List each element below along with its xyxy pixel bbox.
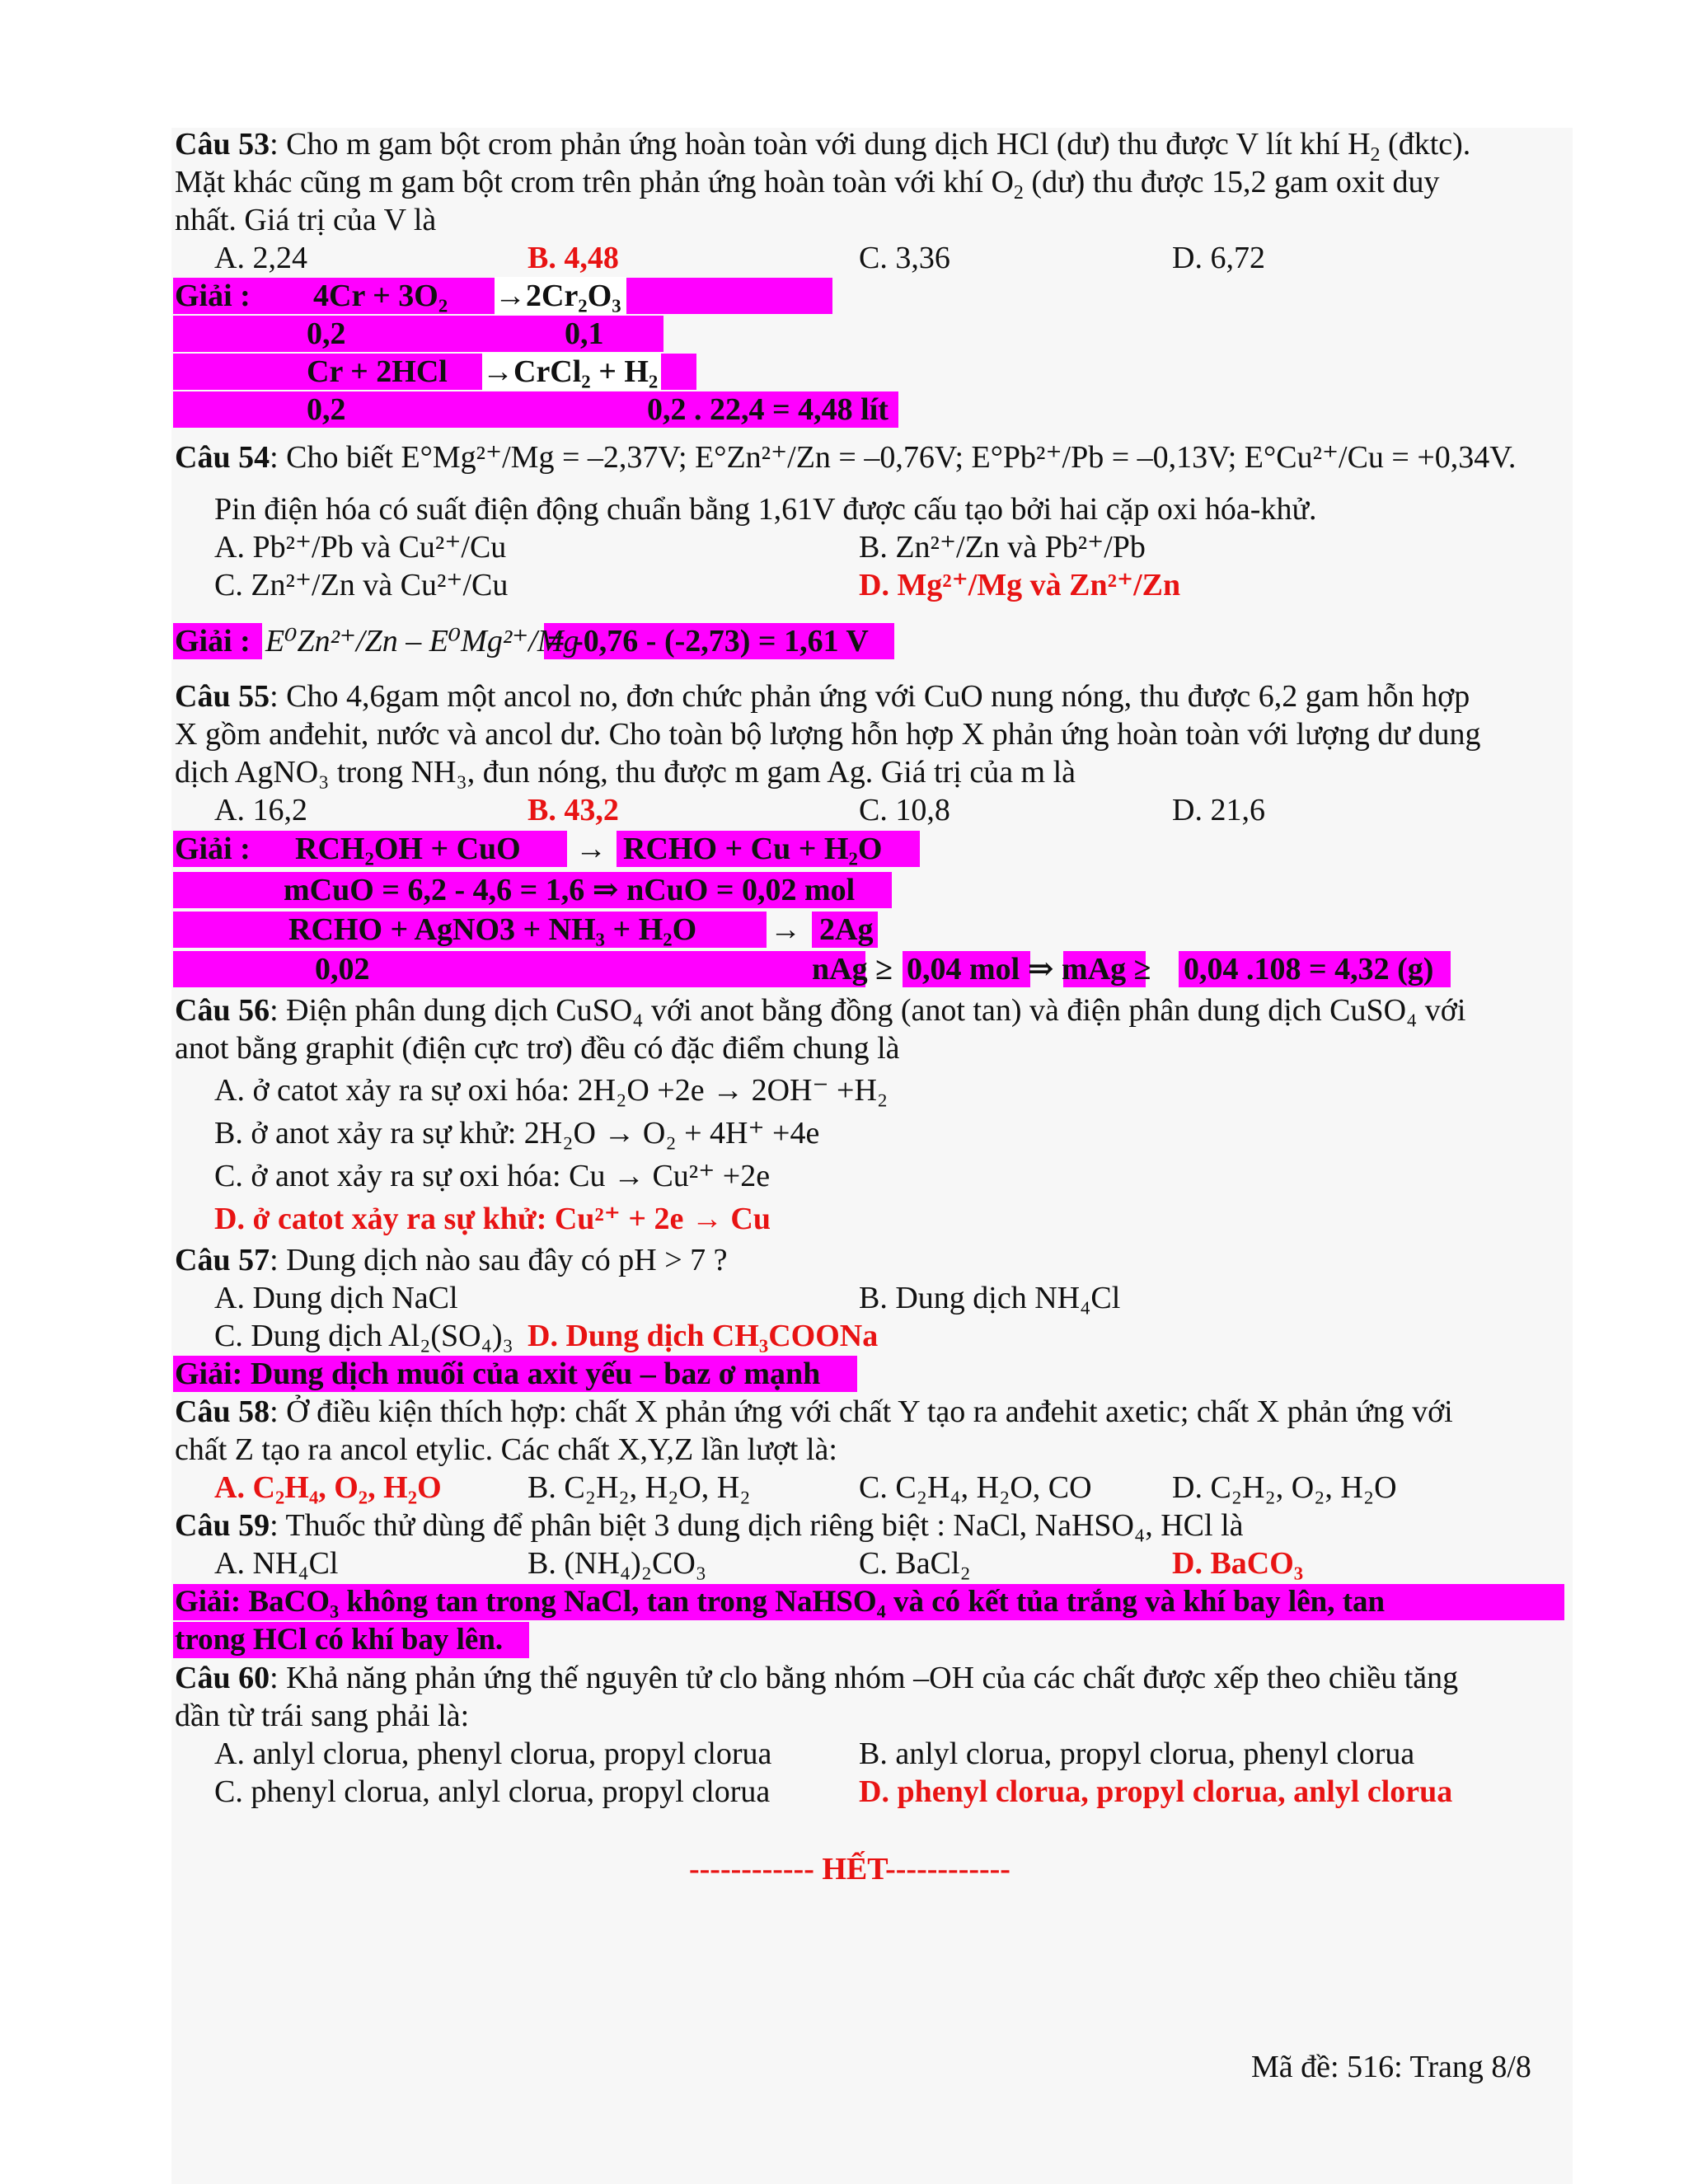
q55-option-b: B. 43,2 [528,793,619,827]
q60-line1 [175,1659,1458,1697]
q60-option-a: A. anlyl clorua, phenyl clorua, propyl clorua [214,1736,772,1771]
q54-text1: : Cho biết E°Mg²⁺/Mg = –2,37V; E°Zn²⁺/Zn = –0,76V; E°Pb²⁺/Pb = –0,13V; E°Cu²⁺/Cu = +0,34V. [270,440,1517,475]
q53-line2 [175,163,1440,204]
q60-line2: dần từ trái sang phải là: [175,1699,470,1733]
q53-solution-mol2: 0,1 [565,316,604,351]
q57-option-c: C. Dung dịch Al₂(SO₄)₃ [214,1319,513,1353]
q58-label: Câu 58 [175,1394,270,1429]
q56-option-d: D. ở catot xảy ra sự khử: Cu²⁺ + 2e → Cu [214,1202,771,1236]
q55-solution-nag: nAg ≥ [812,952,893,987]
q55-solution-eq1-right: RCHO + Cu + H₂O [623,832,883,866]
q55-solution-eq1-arrow: → [575,832,607,866]
end-mark: ------------ HẾT------------ [689,1852,1010,1886]
q53-solution-label: Giải : [175,279,251,313]
q59-solution-line1: Giải: BaCO₃ không tan trong NaCl, tan trong NaHSO₄ và có kết tủa trắng và khí bay lên, tan [175,1585,1386,1619]
q60-option-b: B. anlyl clorua, propyl clorua, phenyl clorua [859,1736,1415,1771]
q55-solution-mcuo: mCuO = 6,2 - 4,6 = 1,6 ⇒ nCuO = 0,02 mol [284,873,856,907]
q53-option-b: B. 4,48 [528,241,619,275]
q55-solution-result: 0,04 .108 = 4,32 (g) [1184,952,1434,987]
q55-option-c: C. 10,8 [859,793,950,827]
q58-option-a: A. C₂H₄, O₂, H₂O [214,1470,442,1505]
q54-solution-label: Giải : [175,624,251,658]
q58-line1 [175,1393,1453,1431]
q53-solution-eq2-left: Cr + 2HCl [307,354,448,389]
q53-solution-eq1-right: →2Cr₂O₃ [495,277,626,315]
q59-option-d: D. BaCO₃ [1172,1546,1304,1581]
q57-solution: Giải: Dung dịch muối của axit yếu – baz ơ mạnh [175,1357,821,1391]
q59-option-a: A. NH₄Cl [214,1546,339,1581]
q59-solution-line2: trong HCl có khí bay lên. [175,1623,504,1657]
q56-line2: anot bằng graphit (điện cực trơ) đều có đặc điểm chung là [175,1031,900,1066]
q54-line2: Pin điện hóa có suất điện động chuẩn bằng 1,61V được cấu tạo bởi hai cặp oxi hóa-khử. [214,492,1317,527]
q55-solution-eq2-right: 2Ag [819,912,874,947]
q53-line1 [175,125,1471,166]
q54-option-a: A. Pb²⁺/Pb và Cu²⁺/Cu [214,530,507,565]
q53-sub2: 2 [1013,182,1024,204]
q53-label: Câu 53 [175,127,270,162]
q53-solution-eq2-right: →CrCl₂ + H₂ [482,353,661,391]
q55-label: Câu 55 [175,679,270,714]
q58-option-d: D. C₂H₂, O₂, H₂O [1172,1470,1397,1505]
q53-option-a: A. 2,24 [214,241,307,275]
q57-line1 [175,1241,728,1279]
q55-line1 [175,677,1470,715]
q53-text1b: (đktc). [1380,127,1471,162]
q55-line3: dịch AgNO₃ trong NH₃, đun nóng, thu được m gam Ag. Giá trị của m là [175,755,1076,790]
q55-solution-highlight-4a [173,951,865,987]
q58-line2: chất Z tạo ra ancol etylic. Các chất X,Y,Z lần lượt là: [175,1432,837,1467]
q53-solution-eq1-left: 4Cr + 3O₂ [313,279,448,313]
q53-solution-mol3: 0,2 [307,392,346,427]
q56-line1 [175,991,1465,1029]
q54-label: Câu 54 [175,440,270,475]
q54-line1 [175,438,1516,476]
q55-line2: X gồm anđehit, nước và ancol dư. Cho toàn bộ lượng hỗn hợp X phản ứng hoàn toàn với lượng dư dung [175,717,1481,752]
q55-text1: : Cho 4,6gam một ancol no, đơn chức phản ứng với CuO nung nóng, thu được 6,2 gam hỗn hợp [270,679,1470,714]
q55-option-d: D. 21,6 [1172,793,1265,827]
q58-option-c: C. C₂H₄, H₂O, CO [859,1470,1092,1505]
q55-option-a: A. 16,2 [214,793,307,827]
q56-option-a: A. ở catot xảy ra sự oxi hóa: 2H₂O +2e → 2OH⁻ +H₂ [214,1073,889,1108]
q55-solution-mol: 0,02 [315,952,370,987]
q60-option-d: D. phenyl clorua, propyl clorua, anlyl clorua [859,1774,1453,1809]
q54-solution-result: = -0,76 - (-2,73) = 1,61 V [547,624,869,658]
q55-solution-mol-ag: 0,04 mol ⇒ mAg ≥ [907,952,1151,987]
q53-text2: Mặt khác cũng m gam bột crom trên phản ứng hoàn toàn với khí O [175,165,1014,199]
q53-option-c: C. 3,36 [859,241,950,275]
q57-option-d: D. Dung dịch CH₃COONa [528,1319,879,1353]
q53-line3: nhất. Giá trị của V là [175,203,437,237]
q55-solution-eq2-left: RCHO + AgNO3 + NH₃ + H₂O [288,912,697,947]
q55-solution-eq1-left: RCH₂OH + CuO [295,832,521,866]
q53-text2b: (dư) thu được 15,2 gam oxit duy [1023,165,1440,199]
q55-solution-eq2-arrow: → [770,912,801,947]
q56-label: Câu 56 [175,993,270,1028]
page-footer: Mã đề: 516: Trang 8/8 [1251,2050,1531,2084]
q59-text1: : Thuốc thử dùng để phân biệt 3 dung dịch riêng biệt : NaCl, NaHSO₄, HCl là [270,1508,1244,1543]
q59-line1 [175,1507,1244,1544]
q53-sub1: 2 [1370,144,1381,166]
q59-option-c: C. BaCl₂ [859,1546,971,1581]
q53-solution-result: 0,2 . 22,4 = 4,48 lít [647,392,889,427]
q54-option-b: B. Zn²⁺/Zn và Pb²⁺/Pb [859,530,1146,565]
q53-solution-mol1: 0,2 [307,316,346,351]
q57-option-a: A. Dung dịch NaCl [214,1281,458,1315]
q54-solution-formula: E⁰Zn²⁺/Zn – E⁰Mg²⁺/Mg [265,624,579,658]
q57-text1: : Dung dịch nào sau đây có pH > 7 ? [270,1243,728,1277]
q54-option-d: D. Mg²⁺/Mg và Zn²⁺/Zn [859,568,1181,602]
q53-text1: : Cho m gam bột crom phản ứng hoàn toàn với dung dịch HCl (dư) thu được V lít khí H [270,127,1371,162]
q55-solution-label: Giải : [175,832,251,866]
q58-option-b: B. C₂H₂, H₂O, H₂ [528,1470,751,1505]
q56-text1: : Điện phân dung dịch CuSO₄ với anot bằng đồng (anot tan) và điện phân dung dịch CuSO₄ với [270,993,1466,1028]
q59-label: Câu 59 [175,1508,270,1543]
q57-option-b: B. Dung dịch NH₄Cl [859,1281,1121,1315]
q60-option-c: C. phenyl clorua, anlyl clorua, propyl clorua [214,1774,771,1809]
q56-option-b: B. ở anot xảy ra sự khử: 2H₂O → O₂ + 4H⁺ +4e [214,1116,820,1151]
q53-option-d: D. 6,72 [1172,241,1265,275]
q58-text1: : Ở điều kiện thích hợp: chất X phản ứng với chất Y tạo ra anđehit axetic; chất X phản ứng với [270,1394,1453,1429]
q54-option-c: C. Zn²⁺/Zn và Cu²⁺/Cu [214,568,509,602]
q59-option-b: B. (NH₄)₂CO₃ [528,1546,707,1581]
q56-option-c: C. ở anot xảy ra sự oxi hóa: Cu → Cu²⁺ +2e [214,1159,771,1193]
q57-label: Câu 57 [175,1243,270,1277]
q60-label: Câu 60 [175,1661,270,1695]
q60-text1: : Khả năng phản ứng thế nguyên tử clo bằng nhóm –OH của các chất được xếp theo chiều tăng [270,1661,1459,1695]
